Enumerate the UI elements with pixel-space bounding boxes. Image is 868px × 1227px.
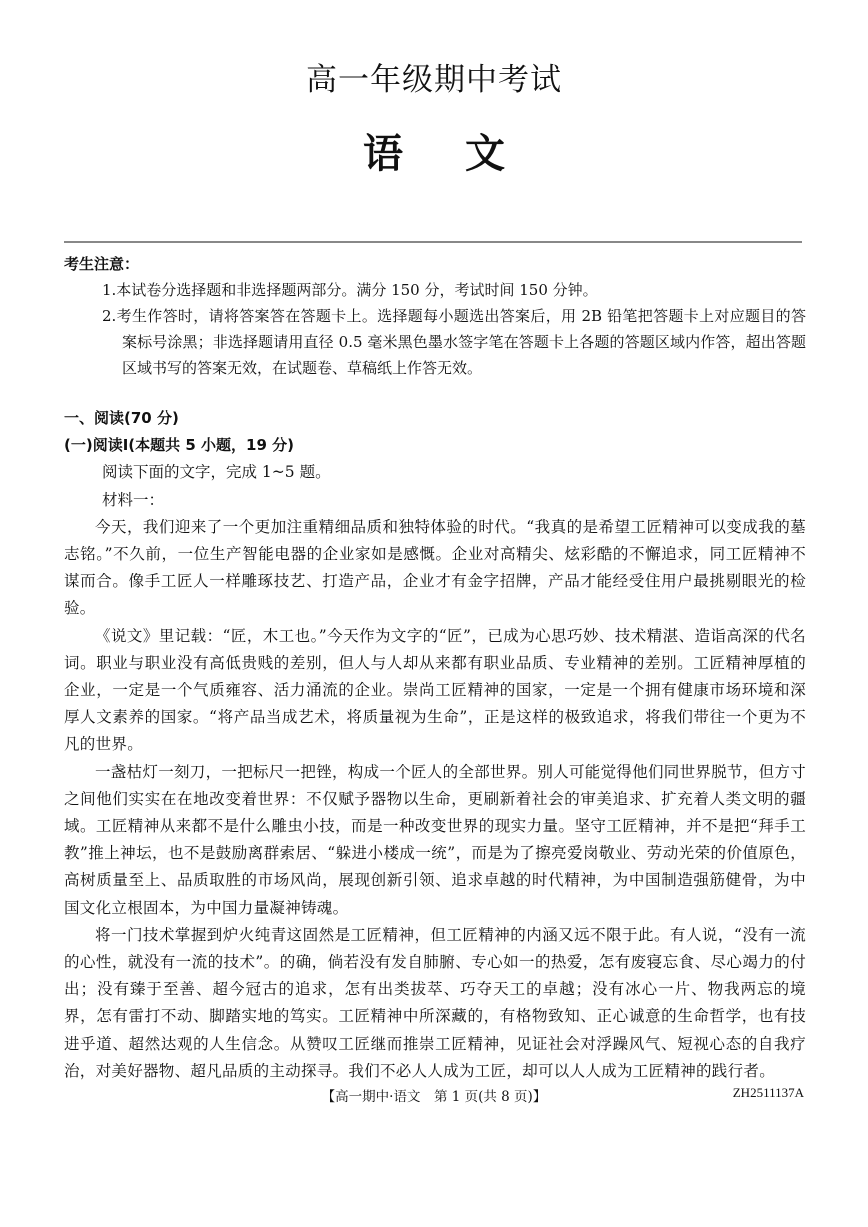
notice-item: 1.本试卷分选择题和非选择题两部分。满分 150 分，考试时间 150 分钟。 <box>102 281 598 299</box>
reading-section <box>64 405 806 1085</box>
passage-paragraph: 一盏枯灯一刻刀，一把标尺一把锉，构成一个匠人的全部世界。别人可能觉得他们同世界脱节，但方寸之间他们实实在在地改变着世界：不仅赋予器物以生命，更刷新着社会的审美追求、扩充着人类文明的疆域。工匠精神从来都不是什么雕虫小技，而是一种改变世界的现实力量。坚守工匠精神，并不是把“拜手工教”推上神坛，也不是鼓励离群索居、“躲进小楼成一统”，而是为了擦亮爱岗敬业、劳动光荣的价值原色，高树质量至上、品质取胜的市场风尚，展现创新引领、追求卓越的时代精神，为中国制造强筋健骨，为中国文化立根固本，为中国力量凝神铸魂。 <box>64 762 807 917</box>
page-number-label: 【高一期中·语文 第 1 页(共 8 页)】 <box>321 1089 547 1105</box>
subsection-title: (一)阅读Ⅰ(本题共 5 小题，19 分) <box>64 436 294 455</box>
passage-paragraph: 将一门技术掌握到炉火纯青这固然是工匠精神，但工匠精神的内涵又远不限于此。有人说，“没有一流的心性，就没有一流的技术”。的确，倘若没有发自肺腑、专心如一的热爱，怎有废寝忘食、尽心竭力的付出；没有臻于至善、超今冠古的追求，怎有出类拔萃、巧夺天工的卓越；没有冰心一片、物我两忘的境界，怎有雷打不动、脚踏实地的笃实。工匠精神中所深藏的，有格物致知、正心诚意的生命哲学，也有技进乎道、超然达观的人生信念。从赞叹工匠继而推崇工匠精神，见证社会对浮躁风气、短视心态的自我疗治，对美好器物、超凡品质的主动探寻。我们不必人人成为工匠，却可以人人成为工匠精神的践行者。 <box>64 925 806 1080</box>
notice-item: 2.考生作答时，请将答案答在答题卡上。选择题每小题选出答案后，用 2B 铅笔把答题卡上对应题目的答案标号涂黑；非选择题请用直径 0.5 毫米黑色墨水签字笔在答题卡上各题的答题区域内作答，超出答题区域书写的答案无效，在试题卷、草稿纸上作答无效。 <box>102 307 806 377</box>
notice-heading: 考生注意： <box>64 255 140 273</box>
material-label: 材料一： <box>102 490 165 509</box>
subject-title: 语文 <box>363 130 567 177</box>
passage-paragraph: 今天，我们迎来了一个更加注重精细品质和独特体验的时代。“我真的是希望工匠精神可以变成我的墓志铭。”不久前，一位生产智能电器的企业家如是感慨。企业对高精尖、炫彩酷的不懈追求，同工匠精神不谋而合。像手工匠人一样雕琢技艺、打造产品，企业才有金字招牌，产品才能经受住用户最挑剔眼光的检验。 <box>64 517 806 618</box>
passage-paragraph: 《说文》里记载：“匠，木工也。”今天作为文字的“匠”，已成为心思巧妙、技术精湛、造诣高深的代名词。职业与职业没有高低贵贱的差别，但人与人却从来都有职业品质、专业精神的差别。工匠精神厚植的企业，一定是一个气质雍容、活力涌流的企业。崇尚工匠精神的国家，一定是一个拥有健康市场环境和深厚人文素养的国家。“将产品当成艺术，将质量视为生命”，正是这样的极致追求，将我们带往一个更为不凡的世界。 <box>64 626 806 754</box>
section-title: 一、阅读(70 分) <box>64 409 179 427</box>
candidate-notice <box>64 251 806 381</box>
exam-code: ZH2511137A <box>732 1085 804 1100</box>
exam-title: 高一年级期中考试 <box>306 62 562 98</box>
instruction-text: 阅读下面的文字，完成 1~5 题。 <box>102 463 331 482</box>
header-divider <box>64 241 802 243</box>
